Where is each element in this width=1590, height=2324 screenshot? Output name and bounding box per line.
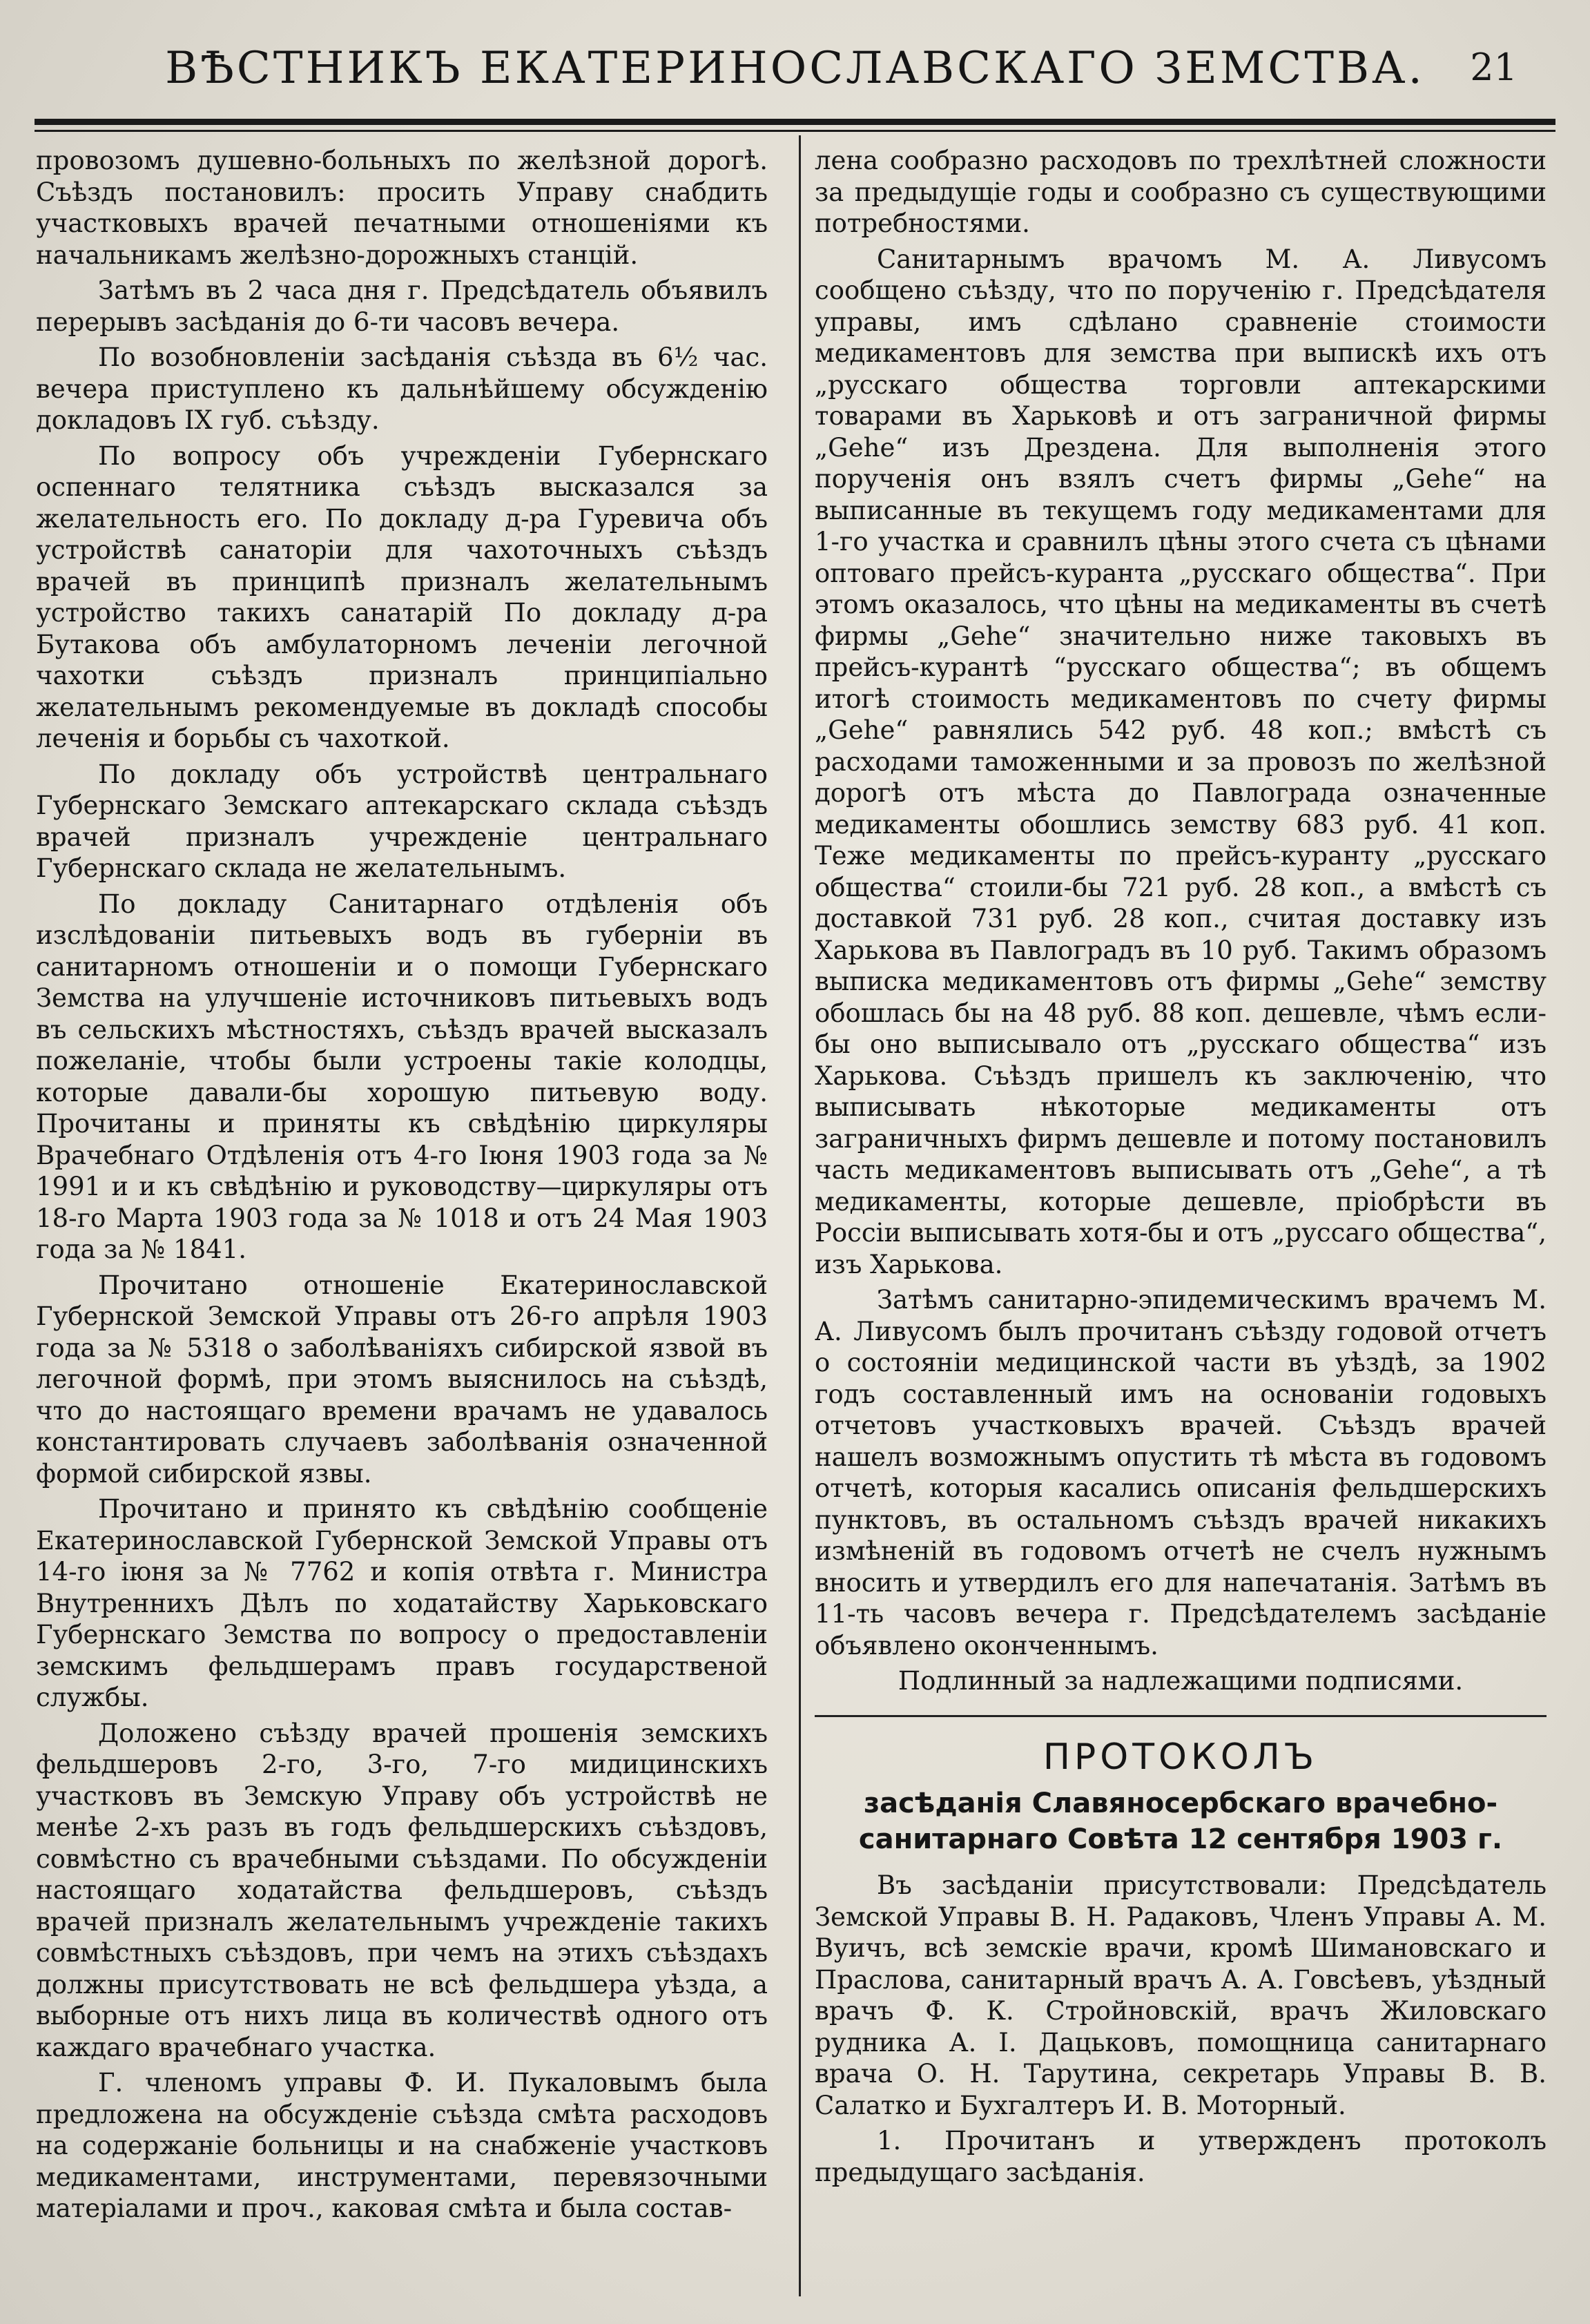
paragraph: Затѣмъ санитарно-эпидемическимъ врачемъ М. А. Ливусомъ былъ прочитанъ съѣзду годовой отчетъ о состояніи медицинской части въ уѣздѣ, за 1902 годъ составленный имъ на основаніи годовыхъ отчетовъ участковыхъ врачей. Съѣздъ врачей нашелъ возможнымъ опустить тѣ мѣста въ годовомъ отчетѣ, которыя касались описанія фельдшерскихъ пунктовъ, въ остальномъ съѣздъ врачей никакихъ измѣненій въ годовомъ отчетѣ не счелъ нужнымъ вносить и утвердилъ его для напечатанія. Затѣмъ въ 11-ть часовъ вечера г. Предсѣдателемъ засѣданіе объявлено оконченнымъ. xyxy=(815,1285,1547,1660)
paragraph: 1. Прочитанъ и утвержденъ протоколъ предыдущаго засѣданія. xyxy=(815,2126,1547,2187)
paragraph: Доложено съѣзду врачей прошенія земскихъ фельдшеровъ 2-го, 3-го, 7-го мидицинскихъ участковъ въ Земскую Управу объ устройствѣ не менѣе 2-хъ разъ въ годъ фельдшерскихъ съѣздовъ, совмѣстно съ врачебными съѣздами. По обсужденіи настоящаго ходатайства фельдшеровъ, съѣздъ врачей призналъ желательнымъ учрежденіе такихъ совмѣстныхъ съѣздовъ, при чемъ на этихъ съѣздахъ должны присутствовать не всѣ фельдшера уѣзда, а выборные отъ нихъ лица въ количествѣ одного отъ каждаго врачебнаго участка. xyxy=(36,1718,768,2062)
page-header xyxy=(35,30,1555,99)
paragraph: По вопросу объ учрежденіи Губернскаго оспеннаго телятника съѣздъ высказался за желательность его. По докладу д-ра Гуревича объ устройствѣ санаторіи для чахоточныхъ съѣздъ врачей въ принципѣ призналъ желательнымъ устройство такихъ санатарій По докладу д-ра Бутакова объ амбулаторномъ леченіи легочной чахотки съѣздъ призналъ принципіально желательнымъ рекомендуемые въ докладѣ способы леченія и борьбы съ чахоткой. xyxy=(36,440,768,753)
paragraph: Прочитано отношеніе Екатеринославской Губернской Земской Управы отъ 26-го апрѣля 1903 года за № 5318 о заболѣваніяхъ сибирской язвой въ легочной формѣ, при этомъ выяснилось на съѣздѣ, что до настоящаго времени врачамъ не удавалось константировать случаевъ заболѣванія означенной формой сибирской язвы. xyxy=(36,1270,768,1489)
paragraph: Въ засѣданіи присутствовали: Предсѣдатель Земской Управы В. Н. Радаковъ, Членъ Управы А. М. Вуичъ, всѣ земскіе врачи, кромѣ Шимановскаго и Праслова, санитарный врачъ А. А. Говсѣевъ, уѣздный врачъ Ф. К. Стройновскій, врачъ Жиловскаго рудника А. І. Дацьковъ, помощница санитарнаго врача О. Н. Тарутина, секретарь Управы В. В. Салатко и Бухгалтеръ И. В. Моторный. xyxy=(815,1870,1547,2120)
paragraph: По докладу объ устройствѣ центральнаго Губернскаго Земскаго аптекарскаго склада съѣздъ врачей призналъ учрежденіе центральнаго Губернскаго склада не желательнымъ. xyxy=(36,759,768,883)
paragraph: Санитарнымъ врачомъ М. А. Ливусомъ сообщено съѣзду, что по порученію г. Предсѣдателя управы, имъ сдѣлано сравненіе стоимости медикаментовъ для земства при выпискѣ ихъ отъ „русскаго общества торговли аптекарскими товарами въ Харьковѣ и отъ заграничной фирмы „Gehe“ изъ Дрездена. Для выполненія этого порученія онъ взялъ счетъ фирмы „Gehe“ на выписанные въ текущемъ году медикаментами для 1-го участка и сравнилъ цѣны этого счета съ цѣнами оптоваго прейсъ-куранта „русскаго общества“. При этомъ оказалось, что цѣны на медикаменты въ счетѣ фирмы „Gehe“ значительно ниже таковыхъ въ прейсъ-курантѣ “русскаго общества“; въ общемъ итогѣ стоимость медикаментовъ по счету фирмы „Gehe“ равнялись 542 руб. 48 коп.; вмѣстѣ съ расходами таможенными и за провозъ по желѣзной дорогѣ отъ мѣста до Павлограда означенные медикаменты обошлись земству 683 руб. 41 коп. Теже медикаменты по прейсъ-куранту „русскаго общества“ стоили-бы 721 руб. 28 коп., а вмѣстѣ съ доставкой 731 руб. 28 коп., считая доставку изъ Харькова въ Павлоградъ въ 10 руб. Такимъ образомъ выписка медикаментовъ отъ фирмы „Gehe“ земству обошлась бы на 48 руб. 88 коп. дешевле, чѣмъ если-бы оно выписывало отъ „русскаго общества“ изъ Харькова. Съѣздъ пришелъ къ заключенію, что выписывать нѣкоторые медикаменты отъ заграничныхъ фирмъ дешевле и потому постановилъ часть медикаментовъ выписывать отъ „Gehe“, а тѣ медикаменты, которые дешевле, пріобрѣсти въ Россіи выписывать хотя-бы и отъ „руссаго общества“, изъ Харькова. xyxy=(815,244,1547,1279)
paragraph: провозомъ душевно-больныхъ по желѣзной дорогѣ. Съѣздъ постановилъ: просить Управу снабдить участковыхъ врачей печатными отношеніями къ начальникамъ желѣзно-дорожныхъ станцій. xyxy=(36,146,768,270)
protocol-title: ПРОТОКОЛЪ xyxy=(1043,1736,1319,1778)
paragraph: По возобновленіи засѣданія съѣзда въ 6½ час. вечера приступлено къ дальнѣйшему обсужденію докладовъ IX губ. съѣзду. xyxy=(36,342,768,435)
left-column xyxy=(36,145,768,2299)
page-number: 21 xyxy=(1470,46,1518,89)
header-rule-thin xyxy=(35,130,1555,132)
protocol-subtitle: засѣданія Славяносербскаго врачебно-санитарнаго Совѣта 12 сентября 1903 г. xyxy=(858,1788,1503,1855)
header-rule-thick xyxy=(35,119,1555,125)
paragraph: Г. членомъ управы Ф. И. Пукаловымъ была предложена на обсужденіе съѣзда смѣта расходовъ на содержаніе больницы и на снабженіе участковъ медикаментами, инструментами, перевязочными матеріалами и проч., каковая смѣта и была состав- xyxy=(36,2068,768,2223)
paragraph: По докладу Санитарнаго отдѣленія объ изслѣдованіи питьевыхъ водъ въ губерніи въ санитарномъ отношеніи и о помощи Губернскаго Земства на улучшеніе источниковъ питьевыхъ водъ въ сельскихъ мѣстностяхъ, съѣздъ врачей высказалъ пожеланіе, чтобы были устроены такіе колодцы, которые давали-бы хорошую питьевую воду. Прочитаны и приняты къ свѣдѣнію циркуляры Врачебнаго Отдѣленія отъ 4-го Іюня 1903 года за № 1991 и и къ свѣдѣнію и руководству—циркуляры отъ 18-го Марта 1903 года за № 1018 и отъ 24 Мая 1903 года за № 1841. xyxy=(36,889,768,1264)
paragraph: Прочитано и принято къ свѣдѣнію сообщеніе Екатеринославской Губернской Земской Управы отъ 14-го іюня за № 7762 и копія отвѣта г. Министра Внутреннихъ Дѣлъ по ходатайству Харьковскаго Губернскаго Земства по вопросу о предоставленіи земскимъ фельдшерамъ правъ государственой службы. xyxy=(36,1494,768,1712)
column-divider xyxy=(799,135,801,2296)
signoff-line: Подлинный за надлежащими подписями. xyxy=(898,1666,1464,1696)
journal-title: ВѢСТНИКЪ ЕКАТЕРИНОСЛАВСКАГО ЗЕМСТВА. xyxy=(165,43,1425,94)
right-column xyxy=(815,145,1547,2299)
section-rule xyxy=(815,1715,1547,1717)
paragraph: лена сообразно расходовъ по трехлѣтней сложности за предыдущіе годы и сообразно съ существующими потребностями. xyxy=(815,146,1547,238)
paragraph: Затѣмъ въ 2 часа дня г. Предсѣдатель объявилъ перерывъ засѣданія до 6-ти часовъ вечера. xyxy=(36,275,768,337)
